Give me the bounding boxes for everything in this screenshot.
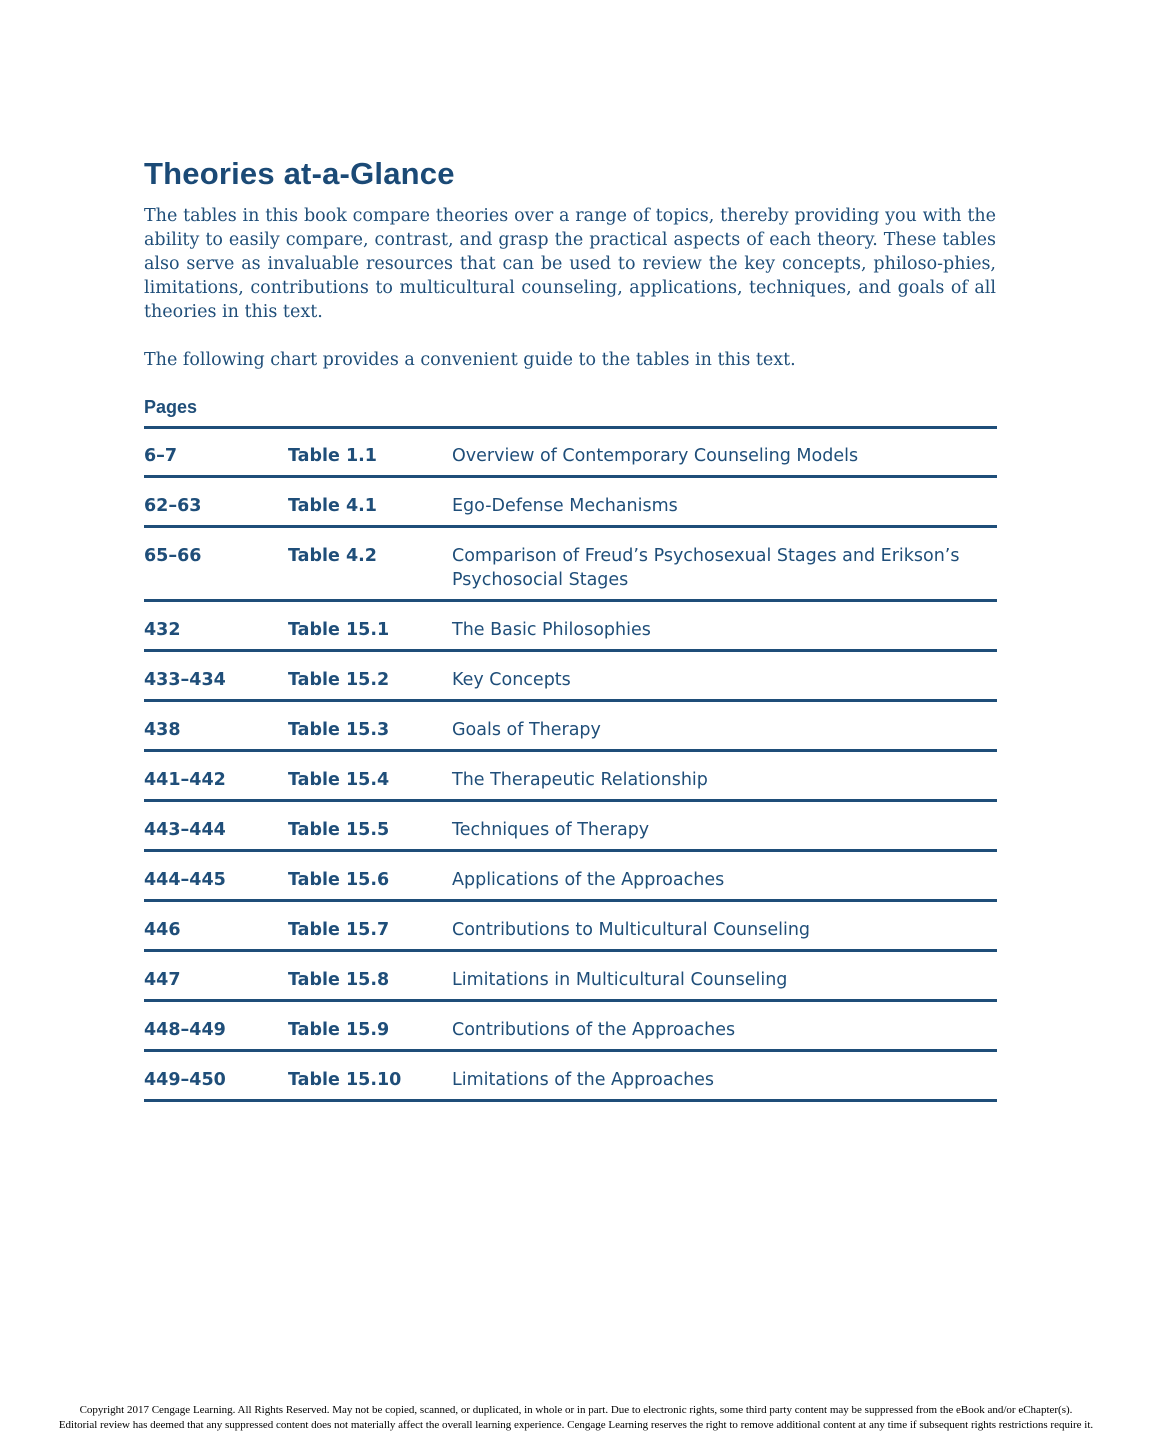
table-row bbox=[144, 902, 997, 952]
row-table-title: Techniques of Therapy bbox=[452, 820, 650, 840]
table-row bbox=[144, 429, 997, 478]
row-table-title: Limitations of the Approaches bbox=[452, 1070, 715, 1090]
row-table-number: Table 15.7 bbox=[288, 920, 390, 940]
copyright-footer bbox=[0, 1403, 1152, 1433]
row-table-title: Contributions of the Approaches bbox=[452, 1020, 736, 1040]
row-pages: 449–450 bbox=[144, 1070, 226, 1090]
row-table-number: Table 4.1 bbox=[288, 496, 377, 516]
row-table-number: Table 4.2 bbox=[288, 546, 377, 566]
row-pages: 448–449 bbox=[144, 1020, 226, 1040]
table-row bbox=[144, 702, 997, 752]
row-pages: 6–7 bbox=[144, 446, 178, 466]
copyright-line-2: Editorial review has deemed that any suppressed content does not materially affect the overall learning experience. Cengage Learning reserves the right to remove additional content at any time if subsequent rights restrictions require it. bbox=[58, 1419, 1094, 1431]
table-row bbox=[144, 852, 997, 902]
row-pages: 65–66 bbox=[144, 546, 202, 566]
row-table-title: Key Concepts bbox=[452, 670, 571, 690]
table-row bbox=[144, 478, 997, 528]
row-pages: 62–63 bbox=[144, 496, 202, 516]
table-row bbox=[144, 802, 997, 852]
table-row bbox=[144, 752, 997, 802]
row-table-number: Table 1.1 bbox=[288, 446, 377, 466]
row-pages: 438 bbox=[144, 720, 181, 740]
row-table-number: Table 15.6 bbox=[288, 870, 390, 890]
row-table-title: Overview of Contemporary Counseling Models bbox=[452, 446, 859, 466]
row-pages: 446 bbox=[144, 920, 181, 940]
row-table-title: Contributions to Multicultural Counseling bbox=[452, 920, 811, 940]
table-row bbox=[144, 1052, 997, 1102]
pages-column-header: Pages bbox=[144, 397, 198, 417]
guide-sentence: The following chart provides a convenient guide to the tables in this text. bbox=[144, 350, 796, 370]
row-table-number: Table 15.5 bbox=[288, 820, 390, 840]
row-pages: 441–442 bbox=[144, 770, 226, 790]
row-table-title: The Therapeutic Relationship bbox=[452, 770, 708, 790]
row-table-number: Table 15.3 bbox=[288, 720, 390, 740]
page-title: Theories at-a-Glance bbox=[144, 156, 455, 191]
table-row bbox=[144, 528, 997, 602]
table-row bbox=[144, 652, 997, 702]
row-table-number: Table 15.2 bbox=[288, 670, 390, 690]
copyright-line-1: Copyright 2017 Cengage Learning. All Rights Reserved. May not be copied, scanned, or duplicated, in whole or in part. Due to electronic rights, some third party content may be suppressed from the eBook and/or eChapter(s). bbox=[79, 1404, 1073, 1416]
table-row bbox=[144, 1002, 997, 1052]
row-pages: 443–444 bbox=[144, 820, 226, 840]
row-table-number: Table 15.1 bbox=[288, 620, 390, 640]
row-table-title: Goals of Therapy bbox=[452, 720, 601, 740]
row-table-title: Ego-Defense Mechanisms bbox=[452, 496, 678, 516]
row-pages: 447 bbox=[144, 970, 181, 990]
intro-paragraph: The tables in this book compare theories over a range of topics, thereby providing you with the ability to easily compare, contrast, and grasp the practical aspects of each theory. These tables also serve as invaluable resources that can be used to review the key concepts, philoso-phies, limitations, contributions to multicultural counseling, applications, techniques, and goals of all theories in this text. bbox=[144, 206, 996, 322]
table-row bbox=[144, 952, 997, 1002]
row-table-title: Applications of the Approaches bbox=[452, 870, 725, 890]
row-table-number: Table 15.8 bbox=[288, 970, 390, 990]
row-table-title: Limitations in Multicultural Counseling bbox=[452, 970, 788, 990]
row-pages: 433–434 bbox=[144, 670, 226, 690]
table-row bbox=[144, 602, 997, 652]
row-pages: 444–445 bbox=[144, 870, 226, 890]
row-table-number: Table 15.10 bbox=[288, 1070, 402, 1090]
row-table-number: Table 15.4 bbox=[288, 770, 390, 790]
row-table-number: Table 15.9 bbox=[288, 1020, 390, 1040]
tables-guide bbox=[144, 426, 997, 1102]
row-table-title: Comparison of Freud’s Psychosexual Stages and Erikson’s Psychosocial Stages bbox=[452, 546, 960, 590]
row-pages: 432 bbox=[144, 620, 181, 640]
row-table-title: The Basic Philosophies bbox=[452, 620, 651, 640]
